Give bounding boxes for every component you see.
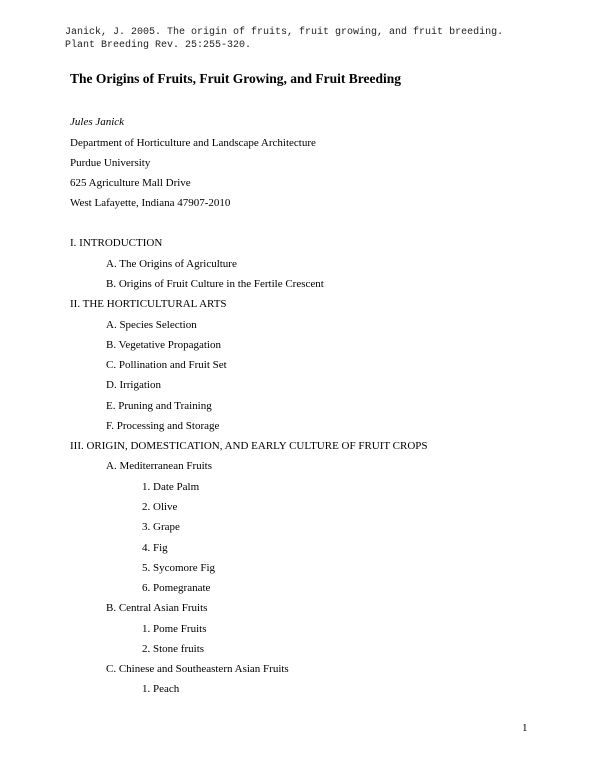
outline-subitem: 3. Grape (142, 521, 180, 533)
outline-subitem: 4. Fig (142, 542, 168, 554)
outline-section-2: II. THE HORTICULTURAL ARTS (70, 298, 227, 310)
citation-line-1: Janick, J. 2005. The origin of fruits, fruit growing, and fruit breeding. (65, 27, 504, 38)
author-name: Jules Janick (70, 116, 125, 128)
outline-item: A. Species Selection (106, 319, 197, 331)
author-university: Purdue University (70, 157, 151, 169)
outline-item: E. Pruning and Training (106, 400, 212, 412)
outline-item: D. Irrigation (106, 379, 161, 391)
outline-subitem: 2. Stone fruits (142, 643, 205, 655)
outline-subitem: 1. Date Palm (142, 481, 200, 493)
author-department: Department of Horticulture and Landscape Architecture (70, 137, 316, 149)
outline-item: A. The Origins of Agriculture (106, 258, 237, 270)
outline-subitem: 6. Pomegranate (142, 582, 211, 594)
outline-section-3: III. ORIGIN, DOMESTICATION, AND EARLY CULTURE OF FRUIT CROPS (70, 440, 428, 452)
outline-item: C. Chinese and Southeastern Asian Fruits (106, 663, 289, 675)
citation-header (65, 26, 503, 52)
outline-subitem: 5. Sycomore Fig (142, 562, 216, 574)
outline-item: B. Origins of Fruit Culture in the Fertile Crescent (106, 278, 324, 290)
page-number: 1 (522, 722, 528, 734)
outline-subitem: 2. Olive (142, 501, 178, 513)
author-street: 625 Agriculture Mall Drive (70, 177, 191, 189)
outline-subitem: 1. Peach (142, 683, 180, 695)
outline-subitem: 1. Pome Fruits (142, 623, 207, 635)
outline-item: B. Vegetative Propagation (106, 339, 221, 351)
outline-item: F. Processing and Storage (106, 420, 220, 432)
author-city: West Lafayette, Indiana 47907-2010 (70, 197, 231, 209)
outline-item: C. Pollination and Fruit Set (106, 359, 227, 371)
outline-item: B. Central Asian Fruits (106, 602, 208, 614)
citation-line-2: Plant Breeding Rev. 25:255-320. (65, 40, 252, 51)
outline-item: A. Mediterranean Fruits (106, 460, 212, 472)
document-title: The Origins of Fruits, Fruit Growing, and Fruit Breeding (70, 71, 402, 86)
outline-section-1: I. INTRODUCTION (70, 237, 163, 249)
